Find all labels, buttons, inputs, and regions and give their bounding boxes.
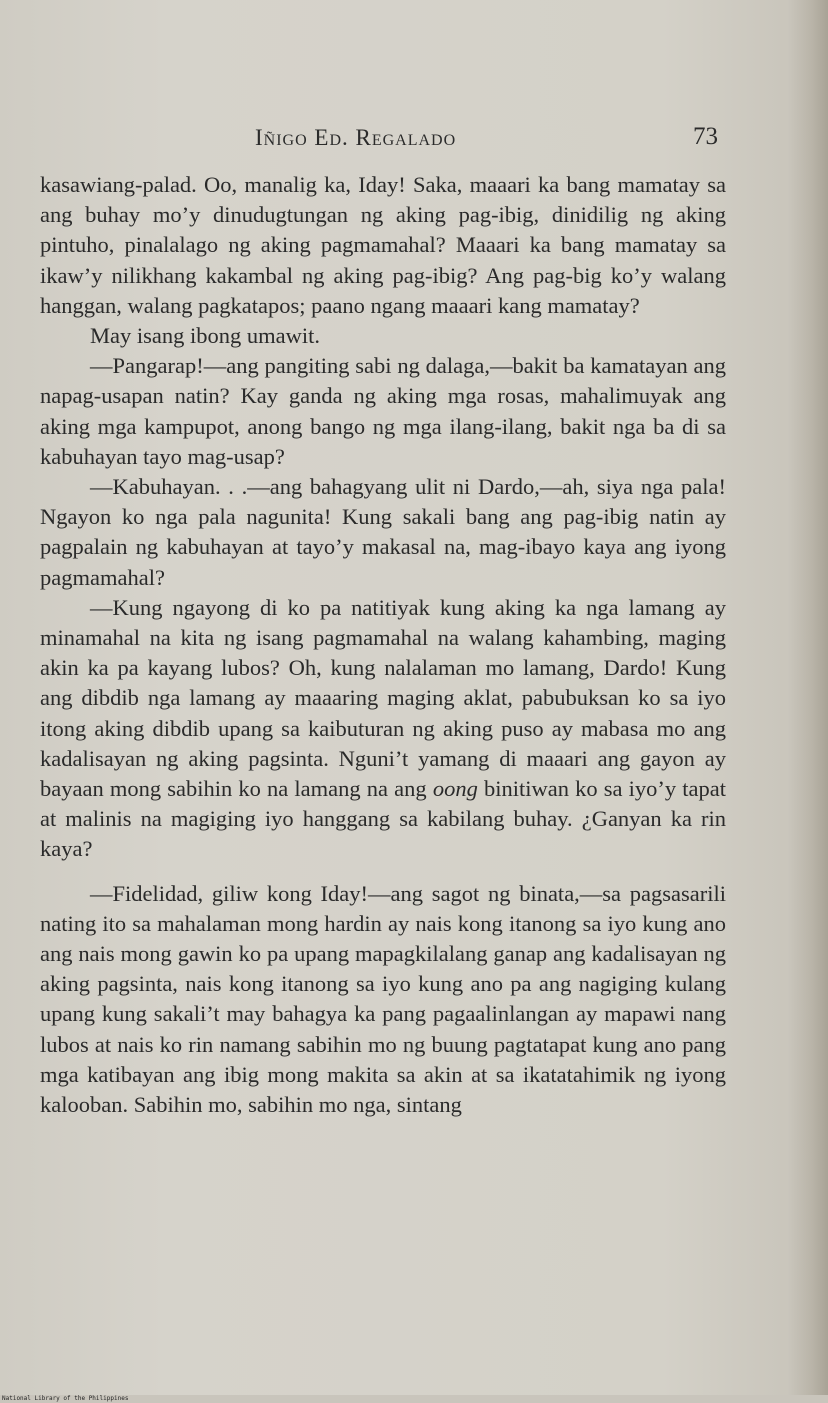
paragraph: —Fidelidad, giliw kong Iday!—ang sagot ng binata,—sa pagsasarili nating ito sa mahalaman mong hardin ay nais kong itanong sa iyo kung ano ang nais mong gawin ko pa upang mapagkilalang ganap ang kadalisayan ng aking pagsinta, nais kong itanong sa iyo kung ano pa ang nagiging kulang upang kung sakali’t may bahagya ka pang pagaalinlangan ay mapawi nang lubos at nais ko rin namang sabihin mo ng buung pagtatapat kung ano pang mga katibayan ang ibig mong makita sa akin at sa ikatatahimik ng iyong kalooban. Sabihin mo, sabihin mo nga, sintang (40, 880, 726, 1118)
library-credit: National Library of the Philippines (2, 1395, 129, 1402)
paragraph-text: binitiwan ko sa iyo’y tapat at malinis na magiging iyo hanggang sa kabilang buhay. ¿Ganyan ka rin kaya? (40, 776, 726, 862)
paragraph: —Pangarap!—ang pangiting sabi ng dalaga,—bakit ba kamatayan ang napag-usapan natin? Kay ganda ng aking mga rosas, mahalimuyak ang aking mga kampupot, anong bango ng mga ilang-ilang, bakit nga ba di sa kabuhayan tayo mag-usap? (40, 353, 726, 469)
paragraph: kasawiang-palad. Oo, manalig ka, Iday! Saka, maaari ka bang mamatay sa ang buhay mo’y dinudugtungan ng aking pag-ibig, dinidilig ng aking pintuho, pinalalago ng aking pagmamahal? Maaari ka bang mamatay sa ikaw’y nilikhang kakambal ng aking pag-ibig? Ang pag-big ko’y walang hanggan, walang pagkatapos; paano ngang maaari kang mamatay? (40, 172, 726, 318)
paragraph-text: —Kung ngayong di ko pa natitiyak kung aking ka nga lamang ay minamahal na kita ng isang pagmamahal na walang kahambing, maging akin ka pa kayang lubos? Oh, kung nalalaman mo lamang, Dardo! Kung ang dibdib nga lamang ay maaaring maging aklat, pabubuksan ko sa iyo itong aking dibdib upang sa kaibuturan ng aking puso ay mabasa mo ang kadalisayan ng aking pagsinta. Nguni’t yamang di maaari ang gayon ay bayaan mong sabihin ko na lamang na ang (40, 594, 726, 802)
page-edge-shadow (788, 0, 828, 1395)
body-text (40, 170, 726, 1120)
running-head: Iñigo Ed. Regalado (255, 125, 457, 150)
page-number: 73 (693, 123, 718, 150)
paragraph: —Kabuhayan. . .—ang bahagyang ulit ni Dardo,—ah, siya nga pala! Ngayon ko nga pala nagunita! Kung sakali bang ang pag-ibig natin ay pagpalain ng kabuhayan at tayo’y makasal na, mag-ibayo kaya ang iyong pagmamahal? (40, 474, 726, 590)
italic-word: oong (432, 776, 478, 802)
paragraph: May isang ibong umawit. (90, 323, 320, 349)
paragraph (40, 593, 726, 865)
page-header (40, 123, 720, 157)
